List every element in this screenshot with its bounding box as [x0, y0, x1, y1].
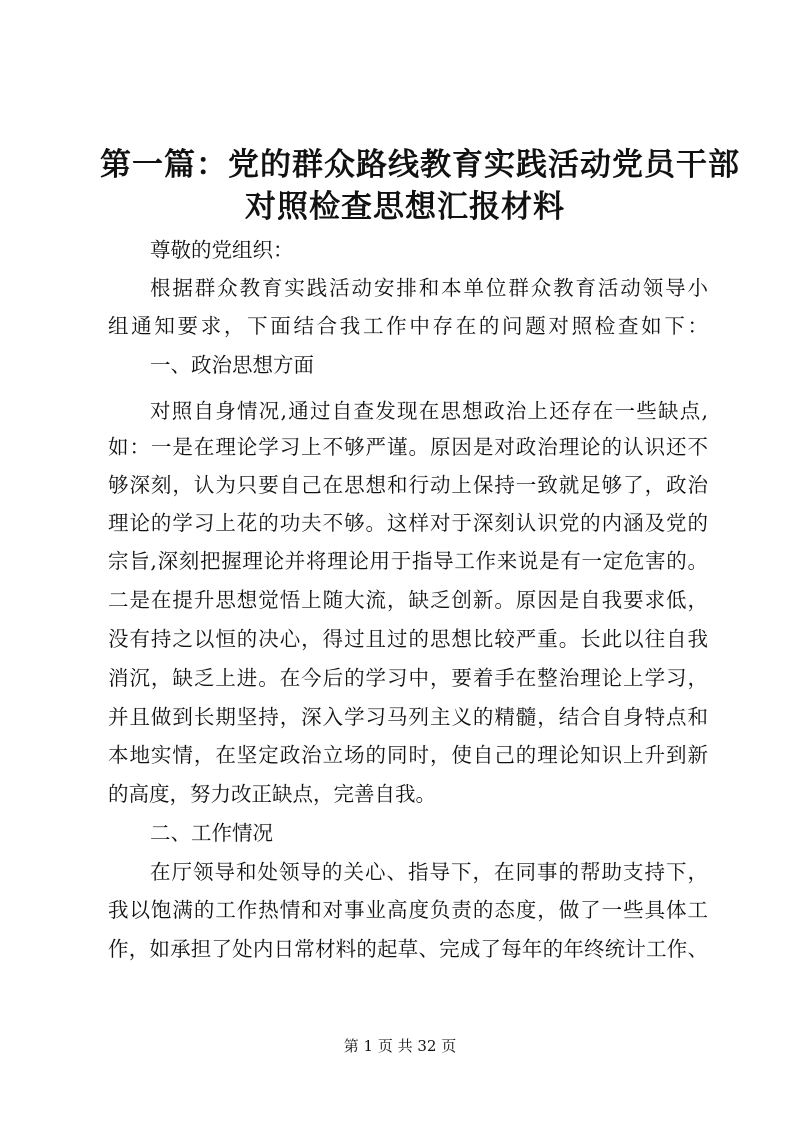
paragraph-line: 宗旨,深刻把握理论并将理论用于指导工作来说是有一定危害的。 — [108, 549, 708, 573]
document-title-line-2: 对照检查思想汇报材料 — [245, 189, 565, 225]
paragraph-line: 本地实情，在坚定政治立场的同时，使自己的理论知识上升到新 — [108, 743, 708, 767]
paragraph-line: 二是在提升思想觉悟上随大流，缺乏创新。原因是自我要求低， — [108, 588, 708, 612]
paragraph-line: 组通知要求，下面结合我工作中存在的问题对照检查如下： — [108, 314, 708, 338]
paragraph-line: 消沉，缺乏上进。在今后的学习中，要着手在整治理论上学习， — [108, 666, 708, 690]
paragraph-line: 作，如承担了处内日常材料的起草、完成了每年的年终统计工作、 — [108, 937, 708, 961]
paragraph-line: 够深刻，认为只要自己在思想和行动上保持一致就足够了，政治 — [108, 473, 708, 497]
paragraph-line: 并且做到长期坚持，深入学习马列主义的精髓，结合自身特点和 — [108, 705, 708, 729]
document-title-line-1: 第一篇：党的群众路线教育实践活动党员干部 — [100, 147, 740, 183]
paragraph-line: 如：一是在理论学习上不够严谨。原因是对政治理论的认识还不 — [108, 435, 708, 459]
paragraph-line: 的高度，努力改正缺点，完善自我。 — [108, 782, 436, 806]
salutation: 尊敬的党组织： — [150, 238, 294, 262]
paragraph-line: 我以饱满的工作热情和对事业高度负责的态度，做了一些具体工 — [108, 898, 708, 922]
paragraph-line: 在厅领导和处领导的关心、指导下，在同事的帮助支持下， — [150, 860, 708, 884]
paragraph-line: 没有持之以恒的决心，得过且过的思想比较严重。长此以往自我 — [108, 627, 708, 651]
paragraph-line: 对照自身情况,通过自查发现在思想政治上还存在一些缺点, — [150, 399, 708, 423]
section-heading: 一、政治思想方面 — [150, 353, 314, 377]
paragraph-line: 根据群众教育实践活动安排和本单位群众教育活动领导小 — [150, 276, 708, 300]
section-heading: 二、工作情况 — [150, 821, 273, 845]
paragraph-line: 理论的学习上花的功夫不够。这样对于深刻认识党的内涵及党的 — [108, 511, 708, 535]
page-footer: 第 1 页 共 32 页 — [343, 1037, 457, 1055]
